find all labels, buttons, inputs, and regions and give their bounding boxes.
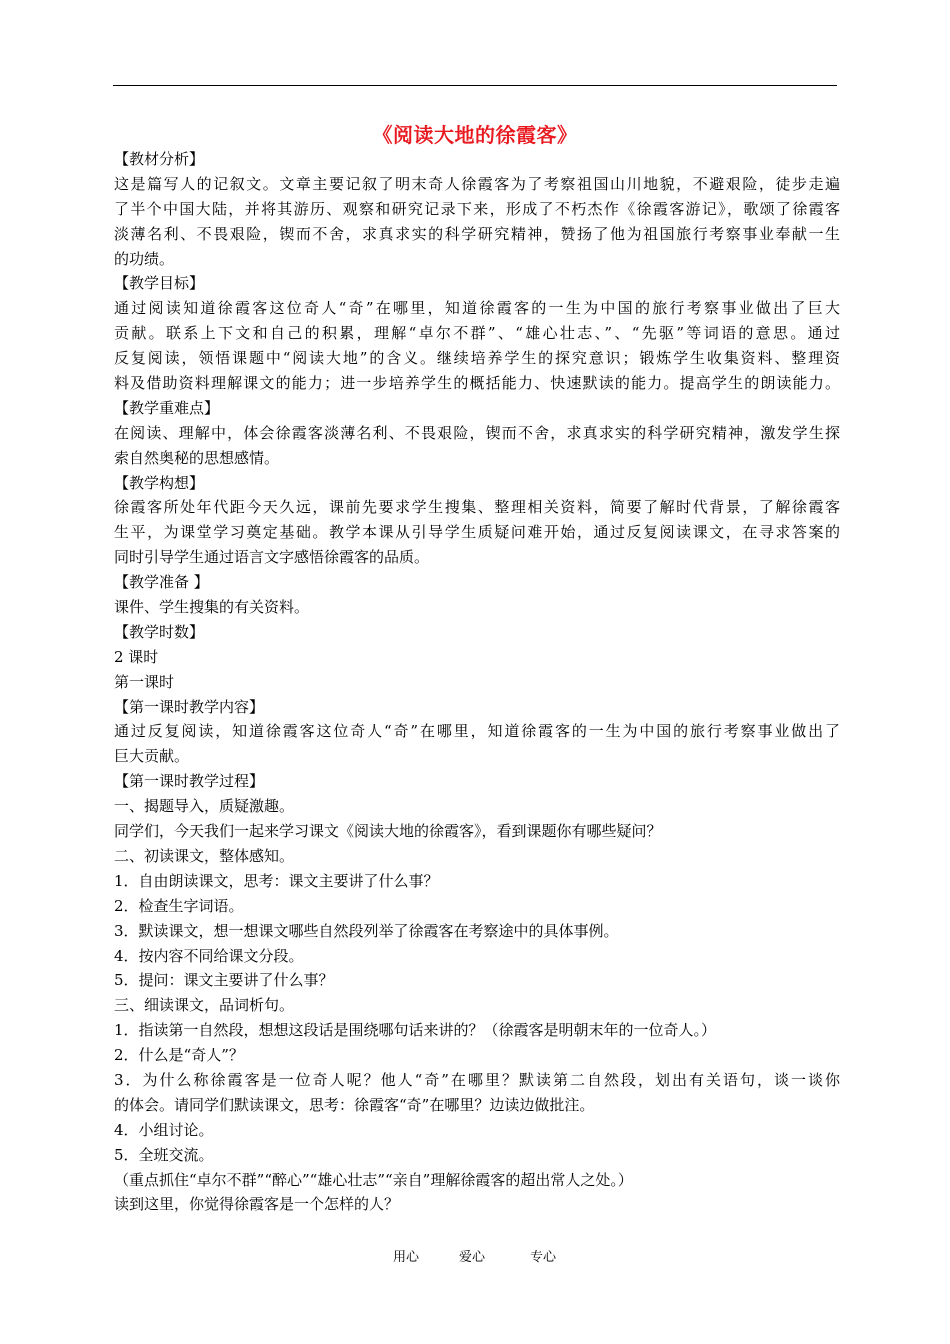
- section-heading: 【教材分析】: [114, 150, 205, 168]
- section-heading: 【教学重难点】: [114, 398, 220, 417]
- body-line: 这是篇写人的记叙文。文章主要记叙了明末奇人徐霞客为了考察祖国山川地貌，不避艰险，徒步走遍: [114, 174, 840, 193]
- body-line: 3．为什么称徐霞客是一位奇人呢？他人“奇”在哪里？默读第二自然段，划出有关语句，谈一谈你: [114, 1070, 840, 1089]
- body-line: 课件、学生搜集的有关资料。: [114, 598, 310, 617]
- footer-left-text: 用心: [393, 1250, 420, 1265]
- body-line: 5．提问：课文主要讲了什么事？: [114, 971, 334, 990]
- body-line: 的体会。请同学们默读课文，思考：徐霞客“奇”在哪里？边读边做批注。: [114, 1095, 595, 1114]
- body-line: 1．自由朗读课文，思考：课文主要讲了什么事？: [114, 871, 439, 890]
- section-heading: 【第一课时教学内容】: [114, 697, 265, 716]
- body-line: 通过反复阅读，知道徐霞客这位奇人“奇”在哪里，知道徐霞客的一生为中国的旅行考察事业做出了: [114, 722, 840, 741]
- section-heading: 【教学准备 】: [114, 573, 209, 592]
- body-line: 徐霞客所处年代距今天久远，课前先要求学生搜集、整理相关资料，简要了解时代背景，了解徐霞客: [114, 498, 840, 517]
- body-line: 索自然奥秘的思想感情。: [114, 448, 280, 467]
- body-line: 2．检查生字词语。: [114, 896, 244, 915]
- body-line: 1．指读第一自然段，想想这段话是围绕哪句话来讲的？（徐霞客是明朝末年的一位奇人。）: [114, 1021, 717, 1040]
- body-line: 4．小组讨论。: [114, 1120, 214, 1139]
- body-line: 了半个中国大陆，并将其游历、观察和研究记录下来，形成了不朽杰作《徐霞客游记》，歌颂了徐霞客: [114, 199, 840, 218]
- body-line: 贡献。联系上下文和自己的积累，理解“卓尔不群”、“雄心壮志、”、“先驱”等词语的意思。通过: [114, 324, 840, 343]
- body-line: 生平，为课堂学习奠定基础。教学本课从引导学生质疑问难开始，通过反复阅读课文，在寻求答案的: [114, 523, 840, 542]
- section-heading: 【教学时数】: [114, 622, 205, 641]
- body-line: 同时引导学生通过语言文字感悟徐霞客的品质。: [114, 548, 430, 567]
- body-line: 第一课时: [114, 672, 175, 691]
- body-line: 2 课时: [114, 647, 159, 666]
- document-body: [114, 147, 840, 1217]
- body-line: 二、初读课文，整体感知。: [114, 846, 295, 865]
- body-line: 一、揭题导入，质疑激趣。: [114, 797, 295, 816]
- body-line: 4．按内容不同给课文分段。: [114, 946, 304, 965]
- body-line: 同学们，今天我们一起来学习课文《阅读大地的徐霞客》，看到课题你有哪些疑问？: [114, 822, 662, 841]
- document-title: 《阅读大地的徐霞客》: [372, 123, 578, 147]
- body-line: 在阅读、理解中，体会徐霞客淡薄名利、不畏艰险，锲而不舍，求真求实的科学研究精神，激发学生探: [114, 423, 840, 442]
- footer-middle-text: 爱心: [459, 1250, 486, 1265]
- body-line: 通过阅读知道徐霞客这位奇人“奇”在哪里，知道徐霞客的一生为中国的旅行考察事业做出了巨大: [114, 299, 840, 318]
- body-line: 3．默读课文，想一想课文哪些自然段列举了徐霞客在考察途中的具体事例。: [114, 921, 619, 940]
- section-heading: 【教学构想】: [114, 473, 205, 492]
- section-heading: 【教学目标】: [114, 274, 205, 293]
- body-line: 料及借助资料理解课文的能力；进一步培养学生的概括能力、快速默读的能力。提高学生的朗读能力。: [114, 374, 840, 393]
- body-line: 5．全班交流。: [114, 1145, 214, 1164]
- body-line: 反复阅读，领悟课题中“阅读大地”的含义。继续培养学生的探究意识；锻炼学生收集资料、整理资: [114, 349, 840, 368]
- footer-right-text: 专心: [530, 1250, 557, 1265]
- body-line: 三、细读课文，品词析句。: [114, 996, 295, 1015]
- body-line: 巨大贡献。: [114, 747, 190, 766]
- body-line: 的功绩。: [114, 249, 175, 268]
- body-line: 读到这里，你觉得徐霞客是一个怎样的人？: [114, 1195, 400, 1214]
- section-heading: 【第一课时教学过程】: [114, 772, 265, 791]
- body-line: 2．什么是“奇人”？: [114, 1046, 244, 1065]
- body-line: 淡薄名利、不畏艰险，锲而不舍，求真求实的科学研究精神，赞扬了他为祖国旅行考察事业奉献一生: [114, 224, 840, 243]
- body-line: （重点抓住“卓尔不群”“醉心”“雄心壮志”“亲自”理解徐霞客的超出常人之处。）: [114, 1170, 633, 1189]
- header-rule: [113, 85, 837, 86]
